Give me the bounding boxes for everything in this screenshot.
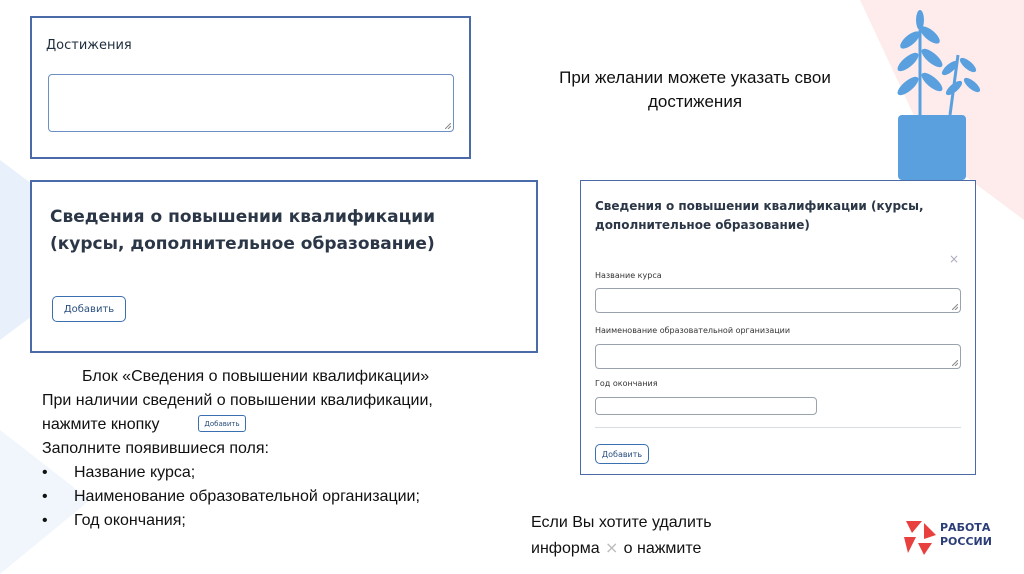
achievements-title: Достижения xyxy=(46,38,132,53)
qualification-panel xyxy=(30,180,538,353)
instructions-heading: Блок «Сведения о повышении квалификации» xyxy=(82,368,430,385)
resize-handle-icon[interactable] xyxy=(952,304,958,310)
logo-mark-icon xyxy=(902,517,938,557)
delete-hint-line2 xyxy=(531,538,701,558)
bullet-1: Название курса; xyxy=(74,464,196,481)
form-divider xyxy=(595,427,961,428)
plant-illustration xyxy=(880,10,990,185)
instructions-line3: Заполните появившиеся поля: xyxy=(42,440,269,457)
inline-add-button: Добавить xyxy=(198,415,246,432)
close-icon[interactable]: × xyxy=(949,252,960,266)
delete-x-icon: × xyxy=(604,538,619,557)
grad-year-label: Год окончания xyxy=(595,379,658,388)
delete-hint-text-a: информа xyxy=(531,540,600,557)
achievements-hint: При желании можете указать свои достижения xyxy=(559,68,831,111)
logo-text-line1: РАБОТА xyxy=(940,521,991,534)
course-name-input[interactable] xyxy=(595,288,961,313)
resize-handle-icon[interactable] xyxy=(445,123,451,129)
instructions-line2: нажмите кнопку xyxy=(42,416,160,433)
instructions-line1: При наличии сведений о повышении квалификации, xyxy=(42,392,433,409)
bullet-3-marker: • xyxy=(42,512,48,529)
qualification-title: Сведения о повышении квалификации (курсы, дополнительное образование) xyxy=(50,207,436,254)
org-name-label: Наименование образовательной организации xyxy=(595,326,791,335)
bullet-2: Наименование образовательной организации; xyxy=(74,488,420,505)
resize-handle-icon[interactable] xyxy=(952,360,958,366)
delete-hint-line1: Если Вы хотите удалить xyxy=(531,514,712,531)
achievements-textarea[interactable] xyxy=(48,74,454,132)
form-add-button[interactable]: Добавить xyxy=(595,444,649,464)
logo-text-line2: РОССИИ xyxy=(940,535,992,548)
achievements-panel xyxy=(30,16,471,159)
bullet-3: Год окончания; xyxy=(74,512,186,529)
form-title: Сведения о повышении квалификации (курсы, дополнительное образование) xyxy=(595,199,924,232)
bullet-2-marker: • xyxy=(42,488,48,505)
add-qualification-button[interactable]: Добавить xyxy=(52,296,126,322)
delete-hint-text-b: о нажмите xyxy=(623,540,702,557)
course-name-label: Название курса xyxy=(595,271,662,280)
bullet-1-marker: • xyxy=(42,464,48,481)
grad-year-input[interactable] xyxy=(595,397,817,415)
rabota-rossii-logo xyxy=(902,515,1012,559)
org-name-input[interactable] xyxy=(595,344,961,369)
qualification-form-panel xyxy=(580,180,976,475)
